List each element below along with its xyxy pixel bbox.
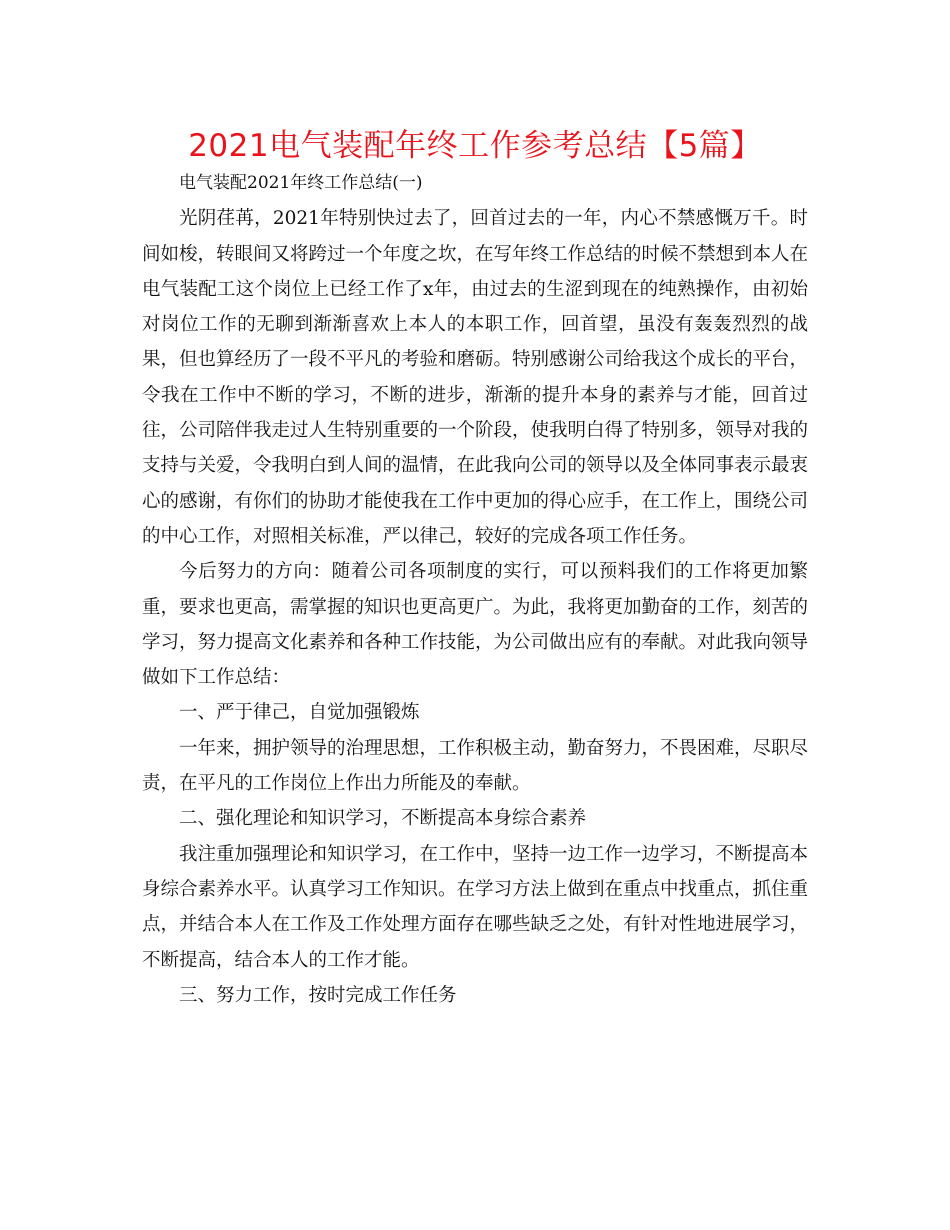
document-body [142, 166, 808, 1013]
body-paragraph: 光阴荏苒，2021年特别快过去了，回首过去的一年，内心不禁感慨万千。时间如梭，转眼间又将跨过一个年度之坎，在写年终工作总结的时候不禁想到本人在电气装配工这个岗位上已经工作了x年，由过去的生涩到现在的纯熟操作，由初始对岗位工作的无聊到渐渐喜欢上本人的本职工作，回首望，虽没有轰轰烈烈的战果，但也算经历了一段不平凡的考验和磨砺。特别感谢公司给我这个成长的平台，令我在工作中不断的学习，不断的进步，渐渐的提升本身的素养与才能，回首过往，公司陪伴我走过人生特别重要的一个阶段，使我明白得了特别多，领导对我的支持与关爱，令我明白到人间的温情，在此我向公司的领导以及全体同事表示最衷心的感谢，有你们的协助才能使我在工作中更加的得心应手，在工作上，围绕公司的中心工作，对照相关标准，严以律己，较好的完成各项工作任务。 [142, 208, 809, 547]
subheading: 一、严于律己，自觉加强锻炼 [179, 702, 420, 724]
subheading: 三、努力工作，按时完成工作任务 [179, 984, 457, 1006]
subheading: 二、强化理论和知识学习，不断提高本身综合素养 [179, 808, 587, 830]
section-heading: 电气装配2021年终工作总结(一) [179, 173, 423, 193]
body-paragraph: 今后努力的方向：随着公司各项制度的实行，可以预料我们的工作将更加繁重，要求也更高，需掌握的知识也更高更广。为此，我将更加勤奋的工作，刻苦的学习，努力提高文化素养和各种工作技能，为公司做出应有的奉献。对此我向领导做如下工作总结： [142, 561, 809, 689]
document-title: 2021电气装配年终工作参考总结【5篇】 [188, 128, 762, 164]
body-paragraph: 我注重加强理论和知识学习，在工作中，坚持一边工作一边学习，不断提高本身综合素养水平。认真学习工作知识。在学习方法上做到在重点中找重点，抓住重点，并结合本人在工作及工作处理方面存在哪些缺乏之处，有针对性地进展学习，不断提高，结合本人的工作才能。 [142, 843, 809, 971]
body-paragraph: 一年来，拥护领导的治理思想，工作积极主动，勤奋努力，不畏困难，尽职尽责，在平凡的工作岗位上作出力所能及的奉献。 [142, 737, 809, 795]
